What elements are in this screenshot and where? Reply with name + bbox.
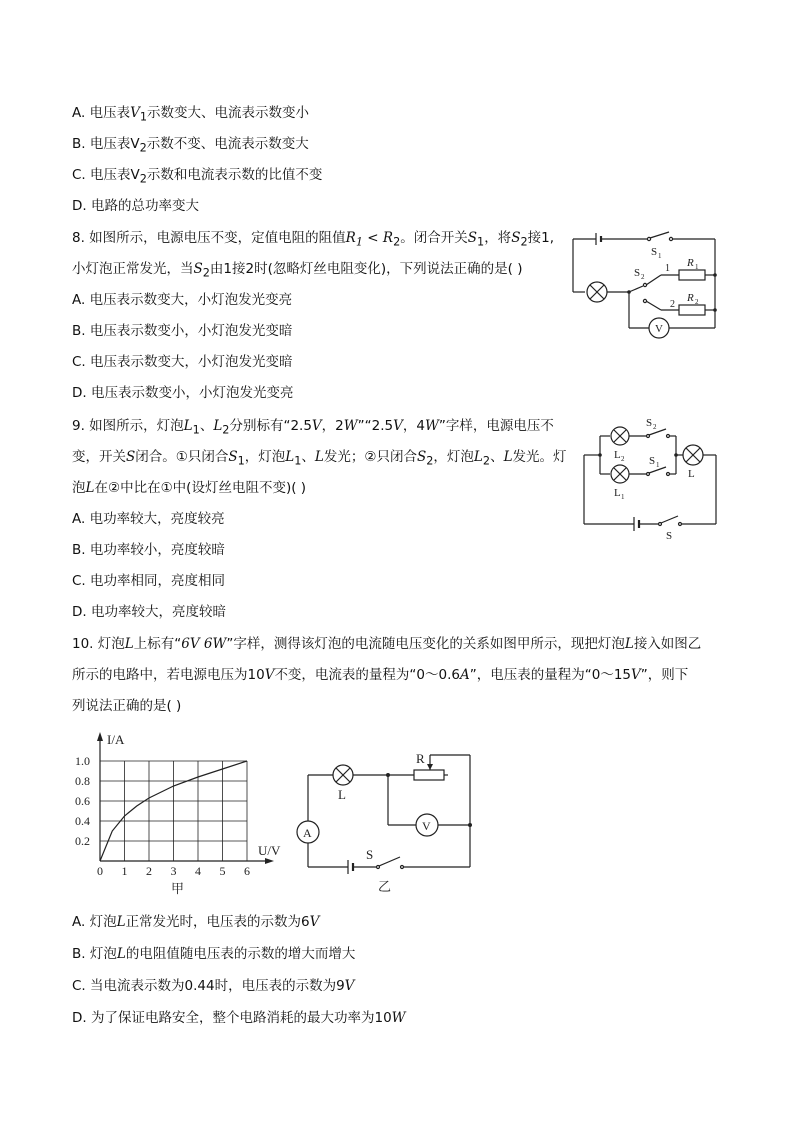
- q10-stem-line1: 10. 灯泡L上标有“6V 6W”字样，测得该灯泡的电流随电压变化的关系如图甲所示，现把灯泡L接入如图乙: [72, 636, 702, 652]
- q9-option-a: A. 电功率较大，亮度较亮: [72, 511, 225, 527]
- x-tick-label: 6: [244, 864, 250, 878]
- q9-circuit-diagram: [578, 412, 723, 542]
- q7-option-b: B. 电压表$V_2$示数不变、电流表示数变大: [72, 136, 309, 155]
- q10-graph-ylabel: I/A: [107, 732, 125, 747]
- q10-fig-caption: 乙: [378, 879, 392, 894]
- q8-stem-line1: 8. 如图所示，电源电压不变，定值电阻的阻值$R_1 < R_2$。闭合开关$S_1$，将$S_2$接1,: [72, 230, 554, 249]
- q9-stem-line1: 9. 如图所示，灯泡$L_1$、$L_2$分别标有“2.5V，2W”“2.5V，4W”字样，电源电压不: [72, 418, 554, 437]
- q9-option-d: D. 电功率较大，亮度较暗: [72, 604, 226, 620]
- q9-fig-s2-label: S: [646, 417, 653, 429]
- q8-fig-r1-label: R: [687, 257, 694, 269]
- q10-fig-s-label: S: [366, 847, 374, 862]
- q8-fig-r2-label: R: [687, 292, 694, 304]
- q10-fig-l-label: L: [338, 787, 346, 802]
- q7-option-a: A. 电压表$V_1$示数变大、电流表示数变小: [72, 105, 310, 124]
- q9-fig-s2-sub: 2: [653, 423, 657, 431]
- q8-option-a: A. 电压表示数变大，小灯泡发光变亮: [72, 292, 293, 308]
- q8-option-b: B. 电压表示数变小，小灯泡发光变暗: [72, 323, 293, 339]
- q8-fig-r2-sub: 2: [695, 298, 699, 306]
- q9-fig-l1-sub: 1: [621, 493, 625, 501]
- q10-circuit-yi: [290, 745, 490, 895]
- q8-fig-s1-sub: 1: [658, 252, 662, 260]
- x-tick-label: 2: [146, 864, 152, 878]
- y-tick-label: 0.6: [75, 794, 90, 808]
- q10-graph-jia: [70, 728, 295, 898]
- q10-graph-xlabel: U/V: [258, 843, 281, 858]
- q9-option-b: B. 电功率较小，亮度较暗: [72, 542, 225, 558]
- q10-option-b: B. 灯泡L的电阻值随电压表的示数的增大而增大: [72, 946, 356, 962]
- y-tick-label: 0.2: [75, 834, 90, 848]
- q9-fig-s1-sub: 1: [656, 461, 660, 469]
- q8-option-d: D. 电压表示数变小，小灯泡发光变亮: [72, 385, 294, 401]
- q10-stem-line3: 列说法正确的是( ): [72, 698, 182, 714]
- y-tick-label: 0.8: [75, 774, 90, 788]
- x-tick-label: 1: [121, 864, 128, 878]
- q7-option-d: D. 电路的总功率变大: [72, 198, 199, 214]
- q9-fig-l2-sub: 2: [621, 455, 625, 463]
- q9-fig-l1-label: L: [614, 487, 621, 499]
- q9-stem-line3: 泡L在②中比在①中(设灯丝电阻不变)( ): [72, 480, 307, 496]
- x-tick-label: 3: [170, 864, 177, 878]
- q10-option-c: C. 当电流表示数为0.44时，电压表的示数为9V: [72, 978, 355, 994]
- q10-option-a: A. 灯泡L正常发光时，电压表的示数为6V: [72, 914, 320, 930]
- q8-fig-s2-label: S: [634, 267, 641, 279]
- q8-fig-s2-sub: 2: [641, 273, 645, 281]
- q8-stem-line2: 小灯泡正常发光，当$S_2$由1接2时(忽略灯丝电阻变化)，下列说法正确的是( ): [72, 261, 523, 280]
- x-tick-label: 0: [97, 864, 103, 878]
- q9-stem-line2: 变，开关S闭合。①只闭合$S_1$，灯泡$L_1$、L发光；②只闭合$S_2$，灯泡$L_2$、L发光。灯: [72, 449, 567, 468]
- q9-option-c: C. 电功率相同，亮度相同: [72, 573, 226, 589]
- q8-circuit-diagram: [565, 228, 725, 346]
- q8-fig-s1-label: S: [651, 246, 658, 258]
- q10-option-d: D. 为了保证电路安全，整个电路消耗的最大功率为10W: [72, 1010, 406, 1026]
- y-tick-label: 0.4: [75, 814, 90, 828]
- q9-fig-l-label: L: [688, 468, 695, 480]
- q9-fig-l2-label: L: [614, 449, 621, 461]
- q8-fig-pos1: 1: [665, 263, 670, 274]
- q9-fig-s1-label: S: [649, 455, 656, 467]
- q10-stem-line2: 所示的电路中，若电源电压为10V不变，电流表的量程为“0～0.6A”，电压表的量程为“0～15V”，则下: [72, 667, 689, 683]
- y-tick-label: 1.0: [75, 754, 90, 768]
- q10-fig-voltmeter-label: V: [422, 819, 431, 833]
- q8-fig-r1-sub: 1: [695, 263, 699, 271]
- q8-option-c: C. 电压表示数变大，小灯泡发光变暗: [72, 354, 293, 370]
- q8-fig-voltmeter-label: V: [655, 323, 663, 335]
- q10-fig-ammeter-label: A: [303, 826, 312, 840]
- x-tick-label: 4: [195, 864, 201, 878]
- q9-fig-s-label: S: [666, 530, 673, 542]
- q10-fig-r-label: R: [416, 751, 425, 766]
- q8-fig-pos2: 2: [670, 299, 675, 310]
- x-tick-label: 5: [219, 864, 226, 878]
- q7-option-c: C. 电压表$V_2$示数和电流表示数的比值不变: [72, 167, 323, 186]
- q10-graph-caption: 甲: [171, 881, 185, 896]
